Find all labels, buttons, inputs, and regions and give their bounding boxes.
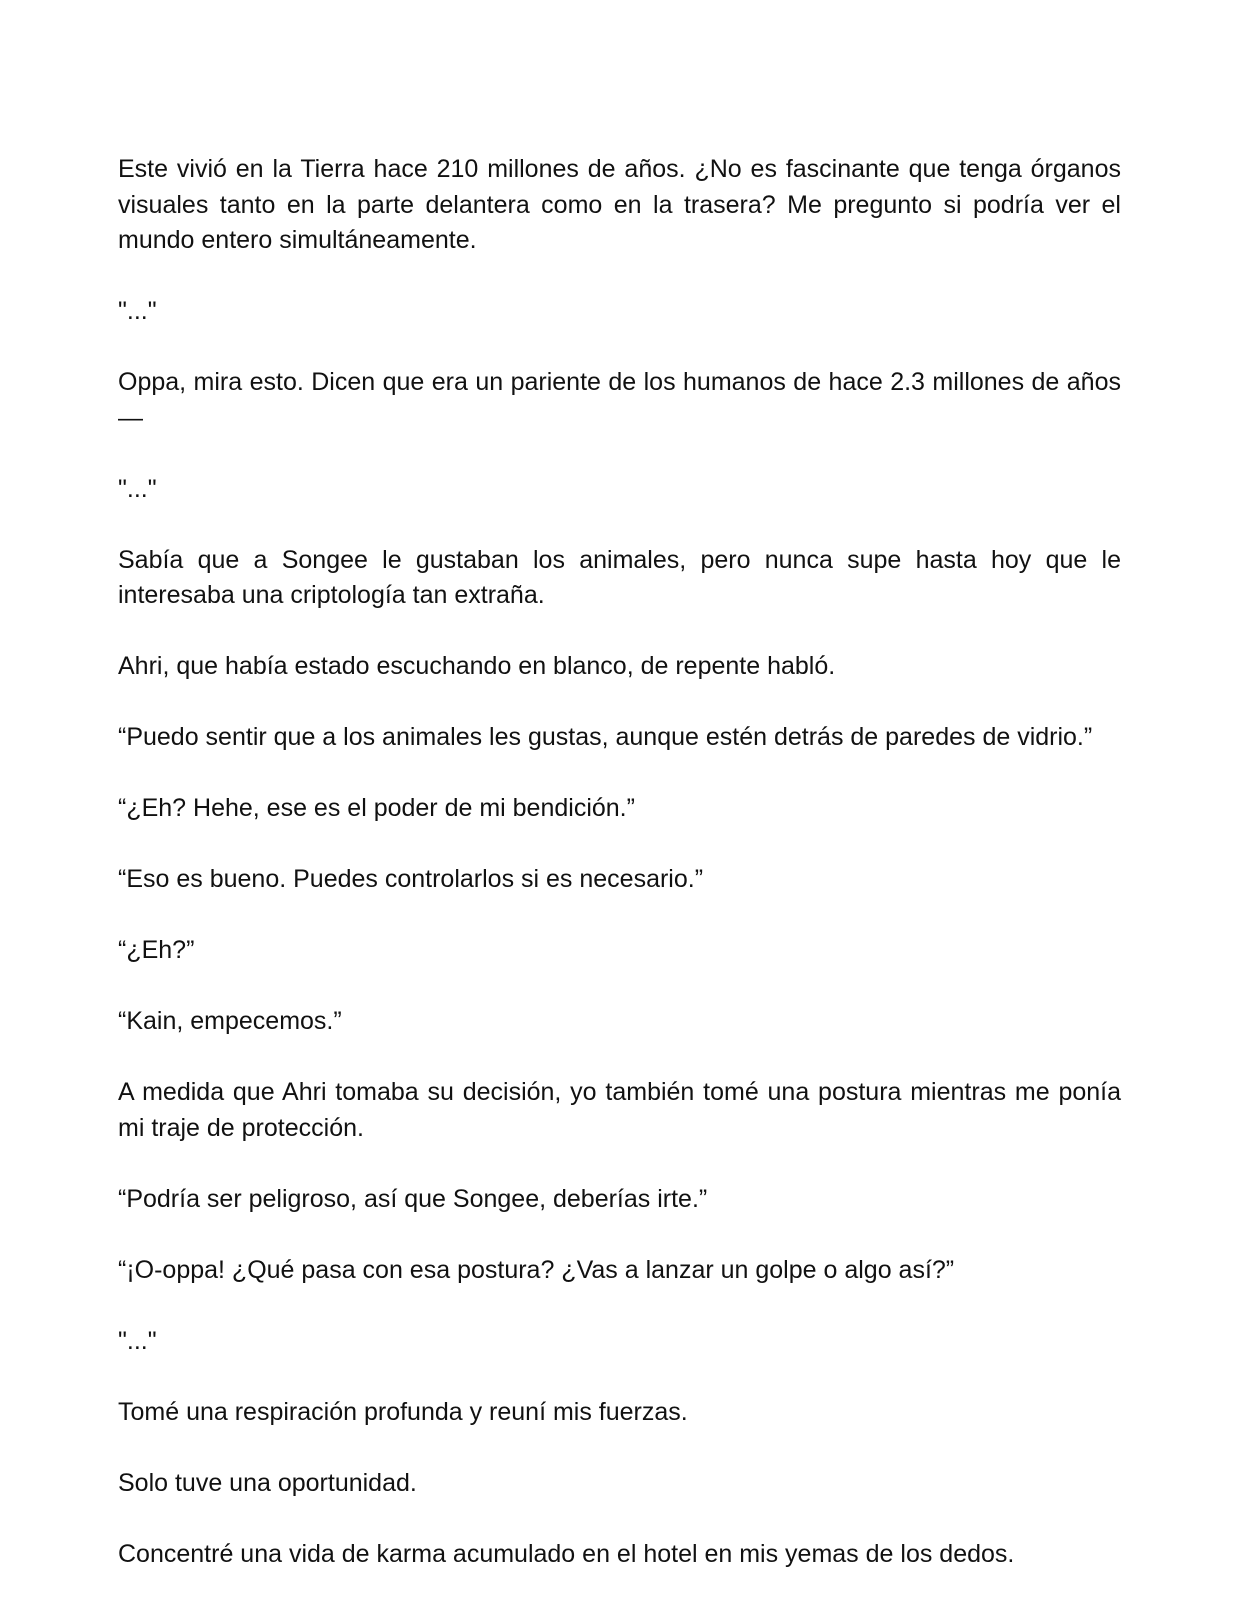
paragraph: Sabía que a Songee le gustaban los animales, pero nunca supe hasta hoy que le interesaba una criptología tan extraña. — [118, 545, 1121, 609]
paragraph: Tomé una respiración profunda y reuní mis fuerzas. — [118, 1397, 688, 1426]
paragraph: A medida que Ahri tomaba su decisión, yo también tomé una postura mientras me ponía mi traje de protección. — [118, 1078, 1121, 1142]
paragraph: “Puedo sentir que a los animales les gustas, aunque estén detrás de paredes de vidrio.” — [118, 723, 1093, 751]
paragraph: "..." — [118, 474, 157, 503]
paragraph: Este vivió en la Tierra hace 210 millones de años. ¿No es fascinante que tenga órganos visuales tanto en la parte delantera como en la trasera? Me pregunto si podría ver el mundo entero simultáneamente. — [118, 155, 1121, 254]
paragraph: "..." — [118, 1326, 157, 1355]
body-text — [118, 152, 1121, 1572]
paragraph: Ahri, que había estado escuchando en blanco, de repente habló. — [118, 652, 836, 680]
paragraph: “¡O-oppa! ¿Qué pasa con esa postura? ¿Vas a lanzar un golpe o algo así?” — [118, 1255, 955, 1284]
paragraph: “Eso es bueno. Puedes controlarlos si es necesario.” — [118, 865, 704, 893]
paragraph: Solo tuve una oportunidad. — [118, 1468, 417, 1497]
paragraph: “Podría ser peligroso, así que Songee, deberías irte.” — [118, 1184, 708, 1213]
paragraph: “¿Eh? Hehe, ese es el poder de mi bendición.” — [118, 794, 635, 822]
paragraph: Concentré una vida de karma acumulado en el hotel en mis yemas de los dedos. — [118, 1539, 1015, 1568]
paragraph: Oppa, mira esto. Dicen que era un pariente de los humanos de hace 2.3 millones de años— — [118, 368, 1121, 432]
paragraph: “Kain, empecemos.” — [118, 1007, 342, 1035]
paragraph: "..." — [118, 297, 157, 325]
paragraph: “¿Eh?” — [118, 936, 195, 964]
